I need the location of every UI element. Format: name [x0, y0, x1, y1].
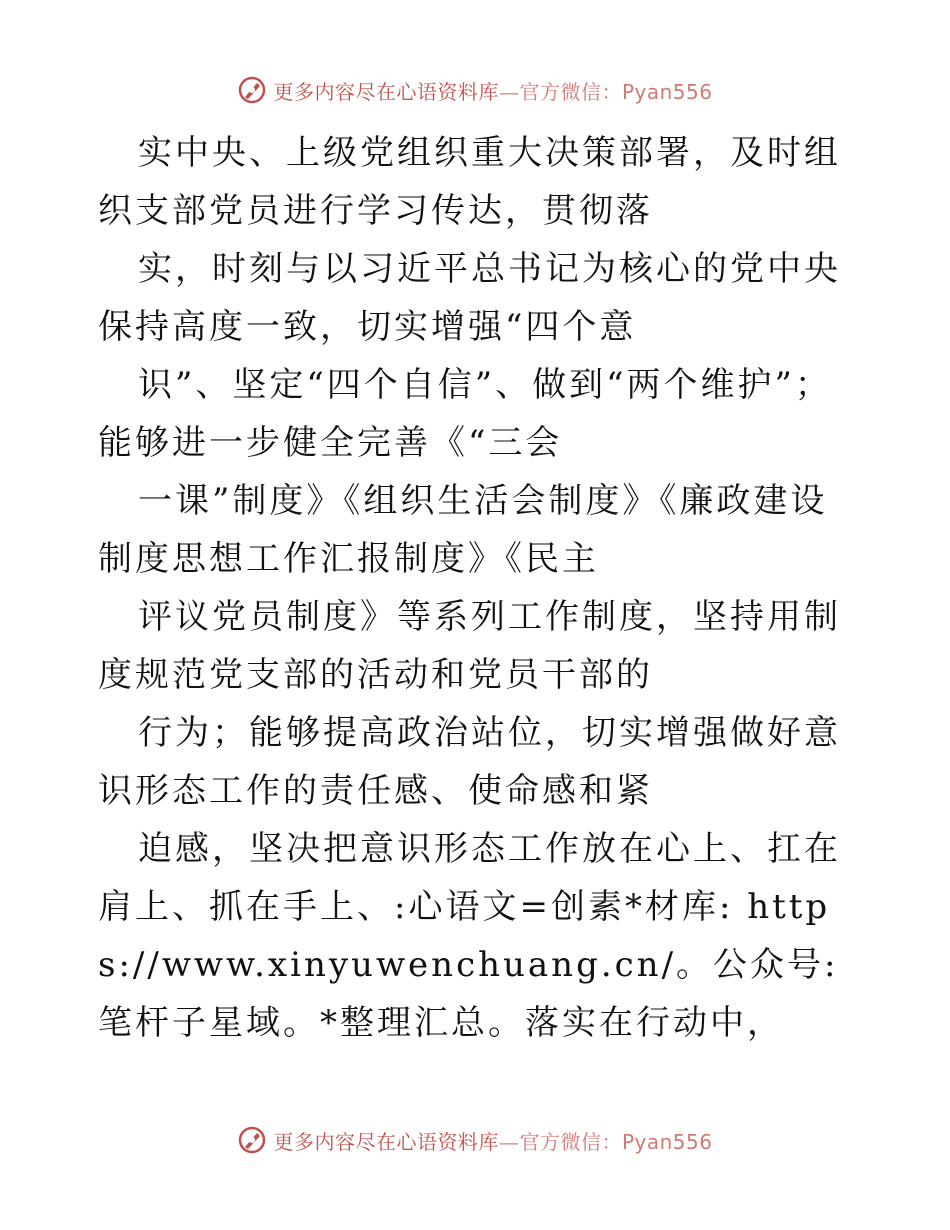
- footer-banner: [0, 1120, 950, 1160]
- pen-logo-icon: [237, 1125, 267, 1155]
- footer-contact: 官方微信：Pyan556: [519, 1129, 713, 1154]
- paragraph: 行为；能够提高政治站位，切实增强做好意识形态工作的责任感、使命感和紧: [98, 713, 841, 811]
- paragraph: 一课”制度》《组织生活会制度》《廉政建设制度思想工作汇报制度》《民主: [98, 481, 828, 579]
- header-banner: [0, 70, 950, 110]
- pen-logo-icon: [237, 75, 267, 105]
- document-body: [98, 124, 858, 1052]
- header-contact: 官方微信：Pyan556: [519, 79, 713, 104]
- footer-title: 更多内容尽在心语资料库: [273, 1129, 499, 1154]
- footer-separator: —: [498, 1129, 520, 1154]
- header-separator: —: [498, 79, 520, 104]
- header-title: 更多内容尽在心语资料库: [273, 79, 499, 104]
- paragraph: 识”、坚定“四个自信”、做到“两个维护”；能够进一步健全完善《“三会: [98, 365, 832, 463]
- paragraph: 实，时刻与以习近平总书记为核心的党中央保持高度一致，切实增强“四个意: [98, 249, 841, 347]
- paragraph: 实中央、上级党组织重大决策部署，及时组织支部党员进行学习传达，贯彻落: [98, 133, 841, 231]
- header-banner-text: [273, 76, 712, 105]
- paragraph: 评议党员制度》等系列工作制度，坚持用制度规范党支部的活动和党员干部的: [98, 597, 841, 695]
- footer-banner-text: [273, 1126, 712, 1155]
- paragraph: 迫感，坚决把意识形态工作放在心上、扛在肩上、抓在手上、:心语文=创素*材库: https://www.xinyuwenchuang.cn/。公众号: 笔杆子星域。*整理汇总。落实在行动中，: [98, 829, 853, 1043]
